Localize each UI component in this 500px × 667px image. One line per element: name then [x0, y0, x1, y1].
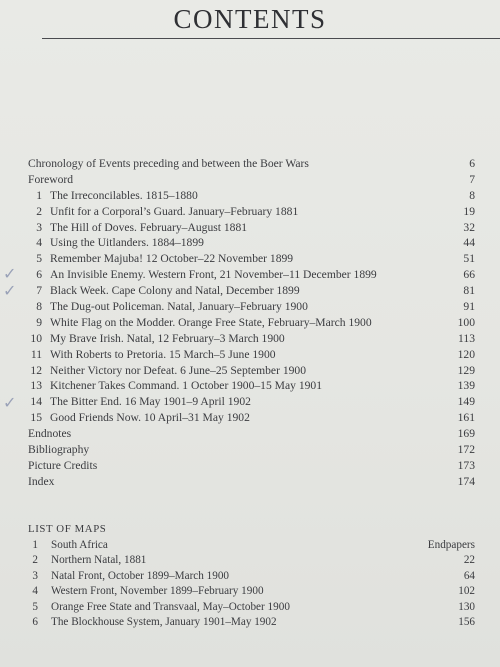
chapter-number: 1 — [36, 188, 42, 202]
page-number: 139 — [457, 379, 475, 393]
contents-entry — [28, 474, 478, 490]
map-page-number: 102 — [458, 585, 475, 597]
chapter-number: 9 — [36, 315, 42, 329]
map-number: 4 — [32, 585, 38, 597]
entry-title: The Irreconcilables. 1815–1880 — [50, 188, 198, 202]
entry-title: Endnotes — [28, 427, 72, 441]
page-number: 174 — [457, 474, 475, 488]
map-entry — [28, 553, 478, 569]
map-page-number: 64 — [463, 569, 475, 582]
maps-section — [28, 522, 478, 631]
map-page-number: Endpapers — [427, 538, 475, 551]
chapter-number: 2 — [36, 204, 42, 218]
map-entry — [28, 584, 478, 600]
page-number: 66 — [463, 268, 475, 282]
page-number: 161 — [457, 411, 475, 425]
page-number: 173 — [457, 458, 475, 472]
page-number: 169 — [457, 427, 475, 441]
chapter-number: 13 — [30, 379, 42, 393]
map-number: 2 — [32, 554, 38, 566]
chapter-number: 7 — [36, 284, 42, 298]
entry-title: Chronology of Events preceding and between the Boer Wars — [28, 157, 309, 170]
chapter-number: 10 — [30, 331, 42, 345]
contents-entry — [28, 172, 478, 188]
page-number: 120 — [457, 347, 475, 361]
entry-title: The Dug-out Policeman. Natal, January–February 1900 — [50, 300, 308, 314]
contents-entry — [28, 442, 478, 458]
map-title: Western Front, November 1899–February 1900 — [51, 585, 264, 597]
map-title: South Africa — [51, 538, 108, 551]
pencil-checkmark-icon: ✓ — [3, 264, 17, 283]
page-number: 7 — [469, 172, 475, 186]
map-page-number: 130 — [458, 600, 475, 613]
pencil-checkmark-icon: ✓ — [3, 281, 17, 300]
map-number: 5 — [32, 600, 38, 613]
map-title: Northern Natal, 1881 — [51, 554, 147, 566]
contents-entry — [28, 156, 478, 172]
entry-title: Picture Credits — [28, 458, 98, 472]
contents-entry — [28, 235, 478, 251]
contents-list — [28, 156, 478, 490]
entry-title: Foreword — [28, 172, 74, 186]
contents-entry — [28, 410, 478, 426]
contents-entry — [28, 458, 478, 474]
chapter-number: 14 — [30, 395, 42, 409]
map-title: Orange Free State and Transvaal, May–October 1900 — [51, 600, 290, 613]
contents-entry — [28, 394, 478, 410]
entry-title: Neither Victory nor Defeat. 6 June–25 September 1900 — [50, 363, 307, 377]
map-page-number: 156 — [458, 616, 475, 628]
entry-title: Index — [28, 474, 55, 488]
chapter-number: 5 — [36, 252, 42, 266]
map-entry — [28, 600, 478, 616]
contents-entry — [28, 426, 478, 442]
map-entry — [28, 615, 478, 631]
maps-heading: LIST OF MAPS — [28, 523, 107, 535]
contents-entry — [28, 220, 478, 236]
contents-entry — [28, 378, 478, 394]
page-number: 8 — [469, 188, 475, 202]
page-number: 129 — [457, 363, 475, 377]
contents-entry — [28, 315, 478, 331]
chapter-number: 8 — [36, 300, 42, 314]
entry-title: Unfit for a Corporal’s Guard. January–February 1881 — [50, 204, 299, 218]
entry-title: Bibliography — [28, 443, 90, 457]
page-number: 32 — [463, 220, 475, 234]
map-title: Natal Front, October 1899–March 1900 — [51, 569, 230, 582]
map-number: 6 — [32, 616, 38, 628]
chapter-number: 12 — [30, 363, 42, 377]
contents-entry — [28, 347, 478, 363]
entry-title: Kitchener Takes Command. 1 October 1900–15 May 1901 — [50, 379, 323, 393]
chapter-number: 11 — [30, 347, 42, 361]
chapter-number: 6 — [36, 268, 42, 282]
contents-entry — [28, 283, 478, 299]
map-entry — [28, 569, 478, 585]
entry-title: An Invisible Enemy. Western Front, 21 November–11 December 1899 — [50, 268, 377, 282]
contents-entry — [28, 188, 478, 204]
page-number: 44 — [463, 236, 475, 250]
entry-title: Black Week. Cape Colony and Natal, December 1899 — [50, 284, 300, 298]
contents-entry — [28, 267, 478, 283]
entry-title: The Hill of Doves. February–August 1881 — [50, 220, 248, 234]
contents-entry — [28, 251, 478, 267]
chapter-number: 15 — [30, 411, 42, 425]
page-number: 51 — [463, 252, 475, 266]
map-title: The Blockhouse System, January 1901–May 1902 — [51, 616, 277, 628]
entry-title: With Roberts to Pretoria. 15 March–5 June 1900 — [50, 347, 276, 361]
pencil-checkmark-icon: ✓ — [3, 393, 17, 412]
page-number: 19 — [463, 204, 475, 218]
contents-entry — [28, 363, 478, 379]
chapter-number: 4 — [36, 236, 42, 250]
page-title: CONTENTS — [173, 4, 327, 34]
page-number: 81 — [463, 284, 475, 298]
maps-list — [28, 538, 478, 631]
entry-title: White Flag on the Modder. Orange Free State, February–March 1900 — [50, 315, 372, 329]
page-number: 91 — [463, 300, 475, 314]
entry-title: My Brave Irish. Natal, 12 February–3 March 1900 — [50, 331, 285, 345]
map-number: 1 — [32, 538, 38, 551]
page-number: 113 — [458, 331, 475, 345]
map-page-number: 22 — [463, 554, 475, 566]
map-number: 3 — [32, 569, 38, 582]
page-number: 172 — [457, 443, 475, 457]
page-number: 149 — [457, 395, 475, 409]
contents-entry — [28, 204, 478, 220]
page-number: 100 — [457, 315, 475, 329]
entry-title: Using the Uitlanders. 1884–1899 — [50, 236, 204, 250]
chapter-number: 3 — [36, 220, 42, 234]
map-entry — [28, 538, 478, 554]
entry-title: The Bitter End. 16 May 1901–9 April 1902 — [50, 395, 251, 409]
contents-entry — [28, 331, 478, 347]
entry-title: Good Friends Now. 10 April–31 May 1902 — [50, 411, 250, 425]
page-number: 6 — [469, 157, 475, 170]
title-rule — [42, 38, 500, 39]
entry-title: Remember Majuba! 12 October–22 November 1899 — [50, 252, 294, 266]
contents-entry — [28, 299, 478, 315]
